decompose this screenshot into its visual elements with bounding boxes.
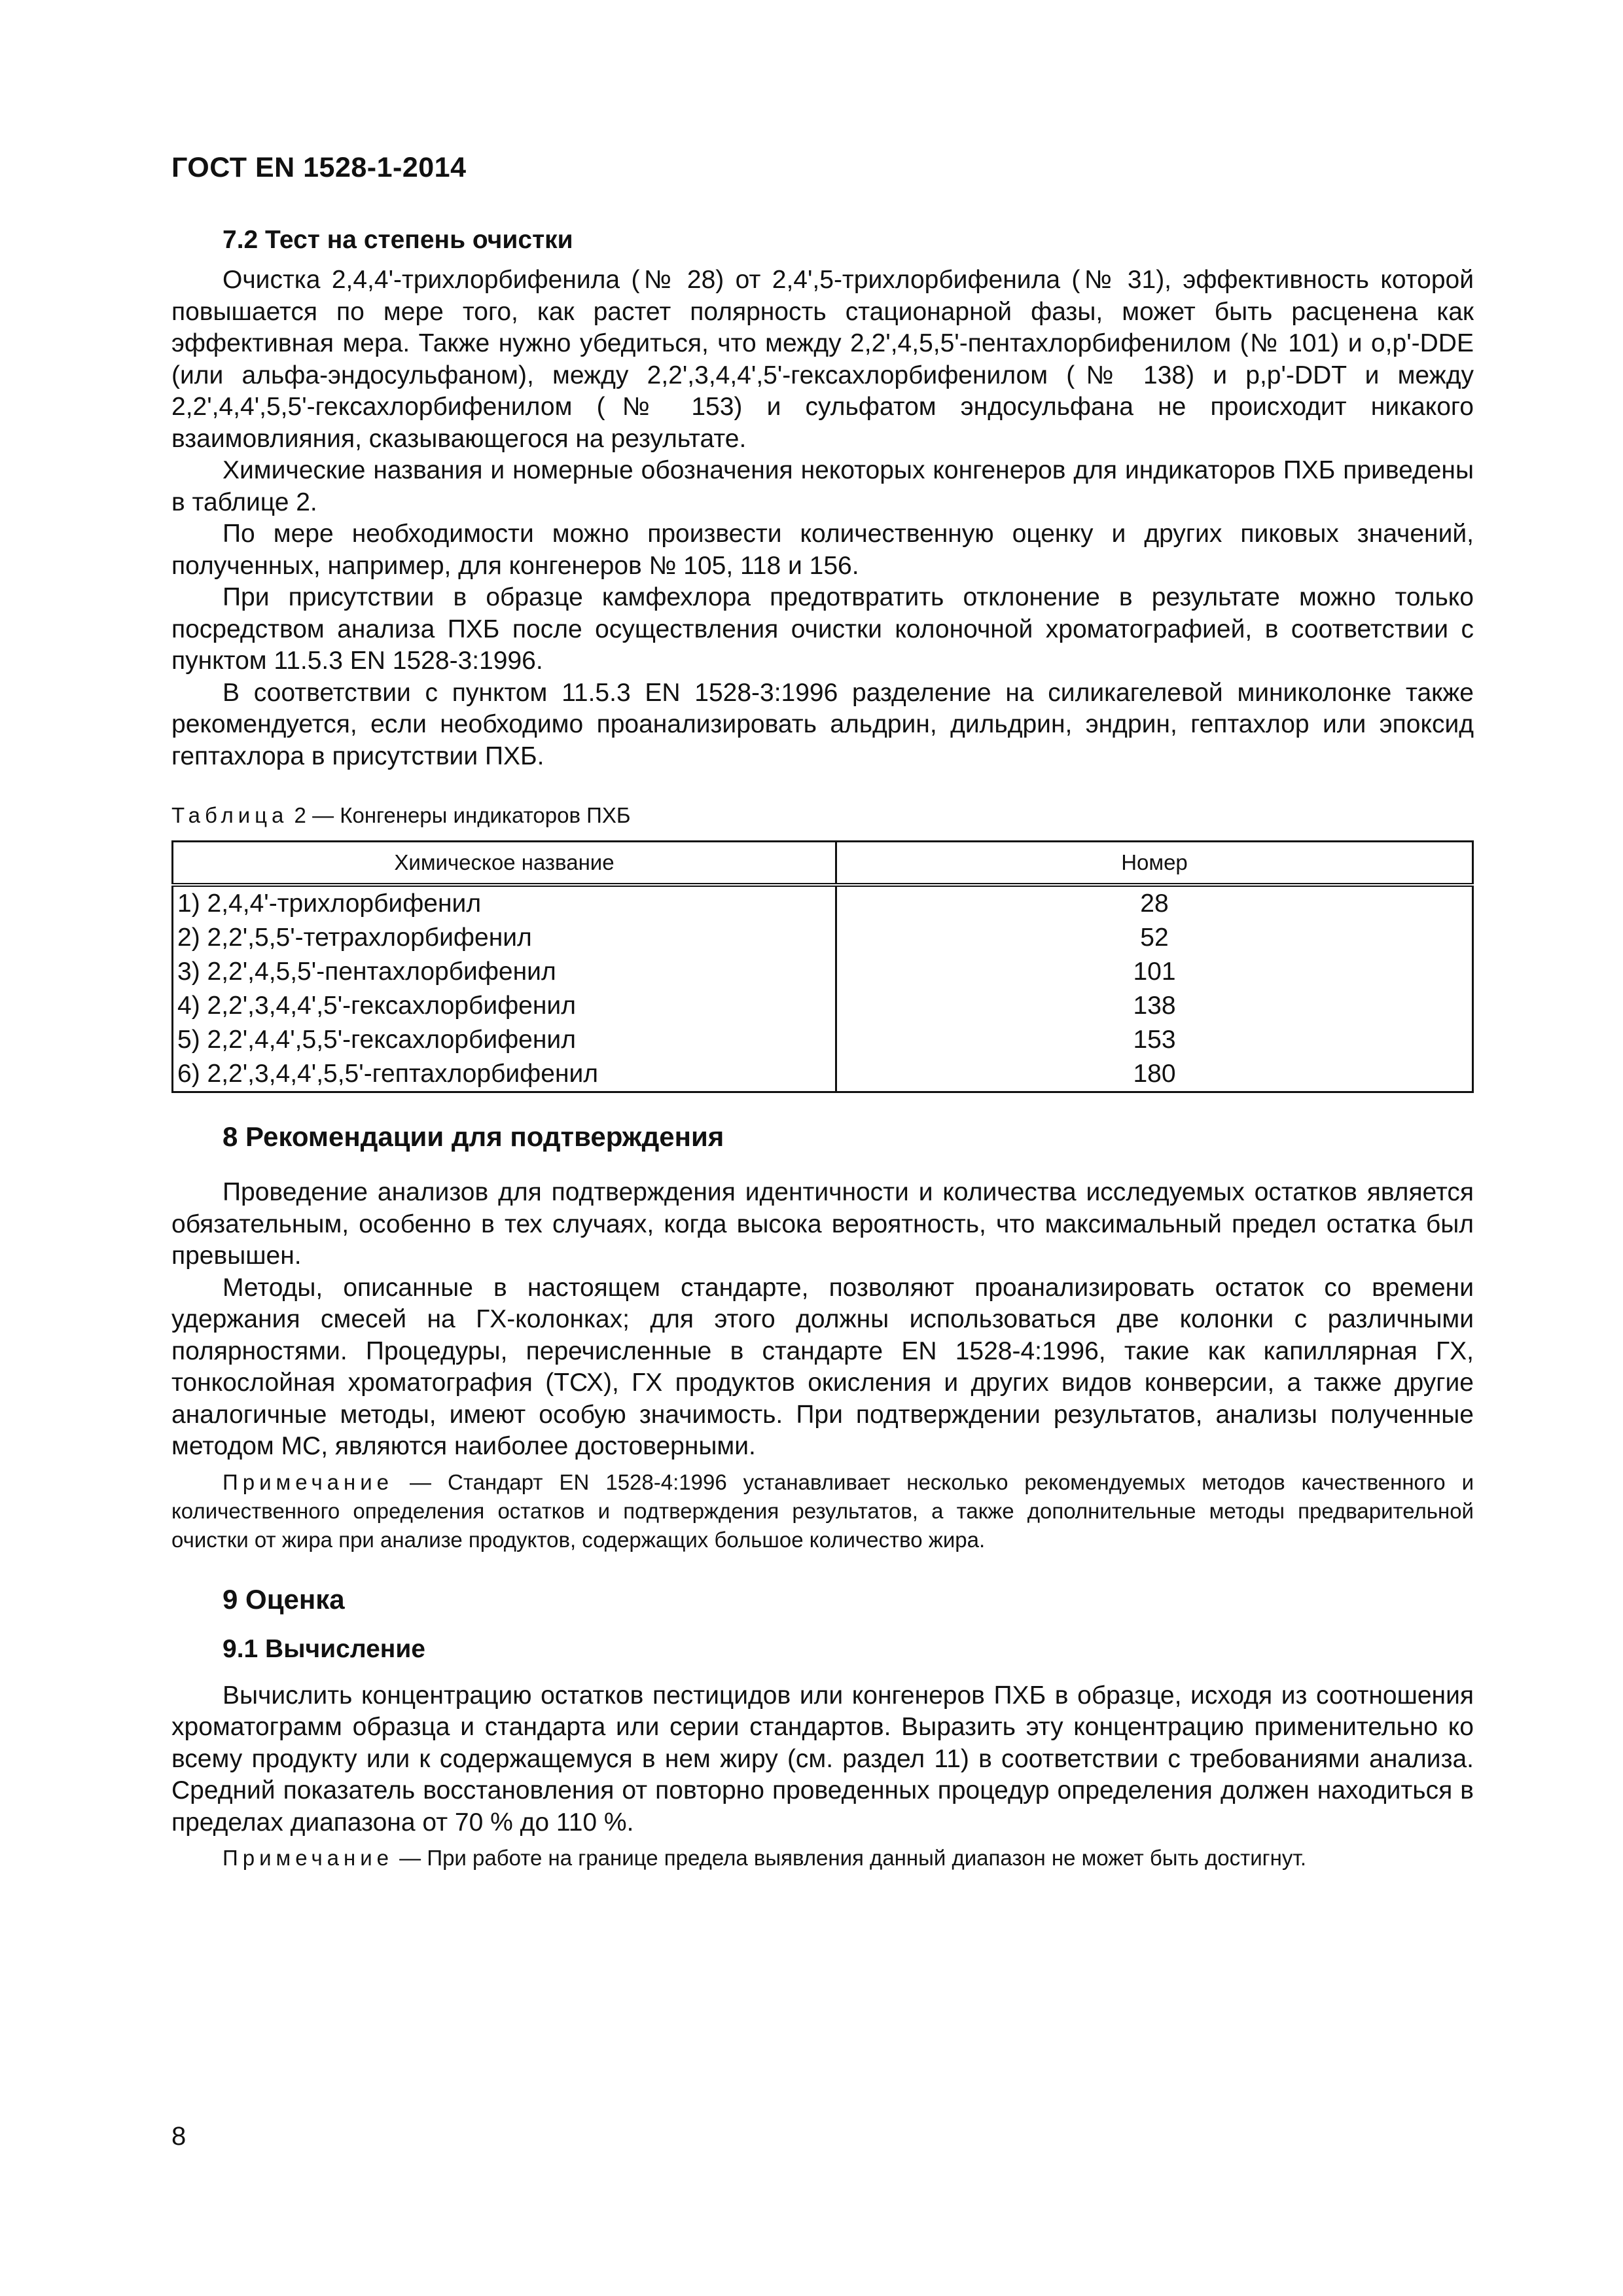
table-caption-label: Таблица [171, 803, 289, 827]
heading-9-1: 9.1 Вычисление [223, 1634, 426, 1663]
cell-number: 138 [836, 989, 1473, 1023]
cell-number: 180 [836, 1057, 1473, 1092]
s8-paragraph-1: Проведение анализов для подтверждения идентичности и количества исследуемых остатков является обязательным, особенно в тех случаях, когда высока вероятность, что максимальный предел остатка был превышен. [171, 1178, 1474, 1270]
s72-paragraph-2: Химические названия и номерные обозначения некоторых конгенеров для индикаторов ПХБ приведены в таблице 2. [171, 456, 1474, 516]
table-row [173, 1023, 1473, 1057]
s72-paragraph-1: Очистка 2,4,4'-трихлорбифенила (№ 28) от 2,4',5-трихлорбифенила (№ 31), эффективность которой повышается по мере того, как растет полярность стационарной фазы, может быть расценена как эффективная мера. Также нужно убедиться, что между 2,2',4,5,5'-пентахлорбифенилом (№ 101) и о,р'-DDE (или альфа-эндосульфаном), между 2,2',3,4,4',5'-гексахлорбифенилом (№ 138) и р,р'-DDT и между 2,2',4,4',5,5'-гексахлорбифенилом (№ 153) и сульфатом эндосульфана не происходит никакого взаимовлияния, сказывающегося на результате. [171, 266, 1474, 453]
s72-paragraph-4: При присутствии в образце камфехлора предотвратить отклонение в результате можно только посредством анализа ПХБ после осуществления очистки колоночной хроматографией, в соответствии с пунктом 11.5.3 EN 1528-3:1996. [171, 583, 1474, 675]
note-label: Примечание [223, 1469, 394, 1494]
document-header: ГОСТ EN 1528-1-2014 [171, 152, 467, 183]
s72-paragraph-5: В соответствии с пунктом 11.5.3 EN 1528-3:1996 разделение на силикагелевой миниколонке также рекомендуется, если необходимо проанализировать альдрин, дильдрин, эндрин, гептахлор или эпоксид гептахлора в присутствии ПХБ. [171, 678, 1474, 770]
note-label: Примечание [223, 1846, 394, 1870]
cell-number: 52 [836, 921, 1473, 955]
header-chemical-name: Химическое название [173, 842, 836, 886]
page-content [171, 223, 1474, 1873]
table-row [173, 921, 1473, 955]
s9-note [171, 1844, 1474, 1873]
table-caption-text: 2 — Конгенеры индикаторов ПХБ [288, 803, 631, 827]
cell-chemical-name: 1) 2,4,4'-трихлорбифенил [173, 885, 836, 921]
header-number: Номер [836, 842, 1473, 886]
cell-number: 153 [836, 1023, 1473, 1057]
table-header-row [173, 842, 1473, 886]
page-number: 8 [171, 2122, 187, 2151]
pcb-congeners-table [171, 840, 1474, 1093]
heading-7-2: 7.2 Тест на степень очистки [223, 226, 573, 254]
s8-note [171, 1468, 1474, 1554]
heading-section-8: 8 Рекомендации для подтверждения [223, 1121, 724, 1152]
table-row [173, 885, 1473, 921]
cell-chemical-name: 2) 2,2',5,5'-тетрахлорбифенил [173, 921, 836, 955]
note-text: — Стандарт EN 1528-4:1996 устанавливает несколько рекомендуемых методов качественного и количественного определения остатков и подтверждения результатов, а также дополнительные методы предварительной очистки от жира при анализе продуктов, содержащих большое количество жира. [171, 1469, 1474, 1552]
s9-paragraph-1: Вычислить концентрацию остатков пестицидов или конгенеров ПХБ в образце, исходя из соотношения хроматограмм образца и стандарта или серии стандартов. Выразить эту концентрацию применительно ко всему продукту или к содержащемуся в нем жиру (см. раздел 11) в соответствии с требованиями анализа. Средний показатель восстановления от повторно проведенных процедур определения должен находиться в пределах диапазона от 70 % до 110 %. [171, 1681, 1474, 1837]
cell-chemical-name: 5) 2,2',4,4',5,5'-гексахлорбифенил [173, 1023, 836, 1057]
cell-number: 101 [836, 955, 1473, 989]
s8-paragraph-2: Методы, описанные в настоящем стандарте, позволяют проанализировать остаток со времени удержания смесей на ГХ-колонках; для этого должны использоваться две колонки с различными полярностями. Процедуры, перечисленные в стандарте EN 1528-4:1996, такие как капиллярная ГХ, тонкослойная хроматография (ТСХ), ГХ продуктов окисления и других видов конверсии, а также другие аналогичные методы, имеют особую значимость. При подтверждении результатов, анализы полученные методом МС, являются наиболее достоверными. [171, 1273, 1474, 1460]
heading-section-9: 9 Оценка [223, 1583, 345, 1615]
cell-chemical-name: 3) 2,2',4,5,5'-пентахлорбифенил [173, 955, 836, 989]
cell-chemical-name: 6) 2,2',3,4,4',5,5'-гептахлорбифенил [173, 1057, 836, 1092]
cell-chemical-name: 4) 2,2',3,4,4',5'-гексахлорбифенил [173, 989, 836, 1023]
table-2-caption [171, 801, 1474, 830]
note-text: — При работе на границе предела выявления данный диапазон не может быть достигнут. [393, 1846, 1307, 1870]
table-row [173, 1057, 1473, 1092]
s72-paragraph-3: По мере необходимости можно произвести количественную оценку и других пиковых значений, полученных, например, для конгенеров № 105, 118 и 156. [171, 520, 1474, 580]
table-row [173, 989, 1473, 1023]
table-row [173, 955, 1473, 989]
cell-number: 28 [836, 885, 1473, 921]
